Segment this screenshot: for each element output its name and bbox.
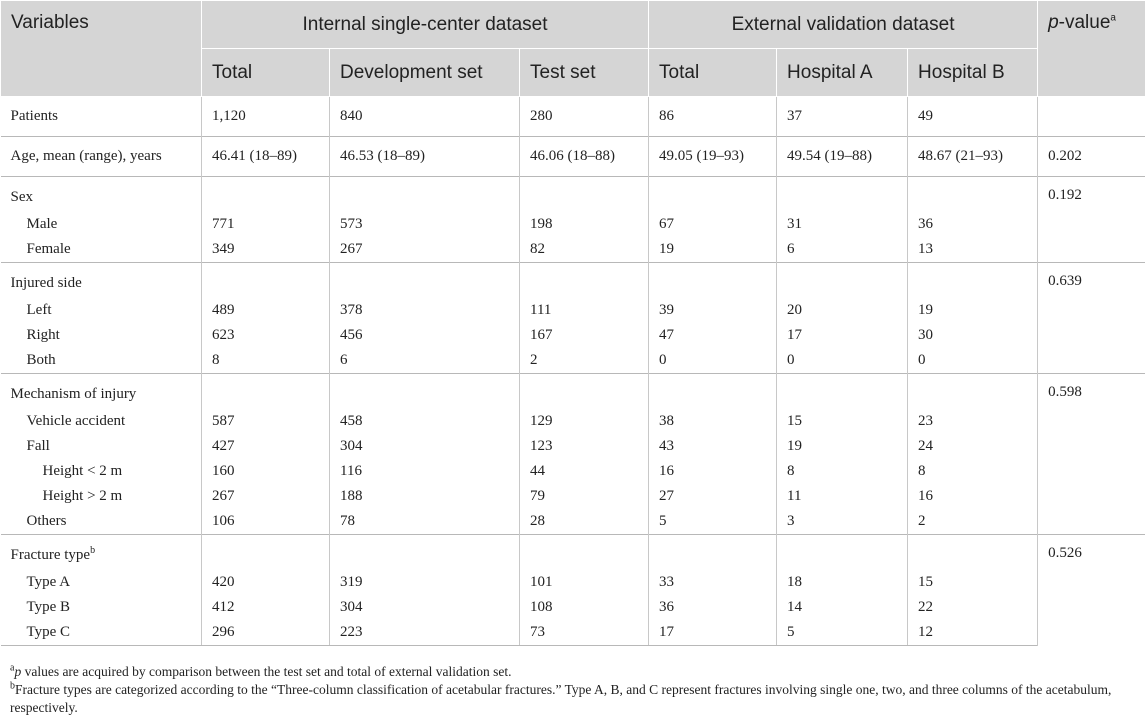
header-internal-dataset: Internal single-center dataset — [202, 1, 649, 49]
row-male: Male 771 573 198 67 31 36 — [1, 212, 1145, 237]
row-fall: Fall 427 304 123 43 19 24 — [1, 434, 1145, 459]
row-left: Left 489 378 111 39 20 19 — [1, 298, 1145, 323]
header-internal-total: Total — [202, 49, 330, 97]
header-external-total: Total — [649, 49, 777, 97]
row-type-a: Type A 420 319 101 33 18 15 — [1, 570, 1145, 595]
p-value-side: 0.639 — [1038, 263, 1145, 374]
row-female: Female 349 267 82 19 6 13 — [1, 237, 1145, 263]
header-p-value: p-value$^a$ — [1038, 1, 1145, 97]
header-test-set: Test set — [520, 49, 649, 97]
footnote-b: $^b$Fracture types are categorized according to the “Three-column classification of acetabular fractures.” Type A, B, and C represent fractures involving single one, two, and three columns of the acetabulum, respectively. — [10, 680, 1112, 715]
table-footnotes — [10, 663, 1135, 717]
row-age: Age, mean (range), years 46.41 (18–89) 46.53 (18–89) 46.06 (18–88) 49.05 (19–93) 49.54 (19–88) 48.67 (21–93) 0.202 — [1, 137, 1145, 177]
header-variables: Variables — [1, 1, 202, 97]
header-development-set: Development set — [330, 49, 520, 97]
row-vehicle-accident: Vehicle accident 587 458 129 38 15 23 — [1, 409, 1145, 434]
row-height-lt-2m: Height < 2 m 160 116 44 16 8 8 — [1, 459, 1145, 484]
row-sex: Sex 0.192 — [1, 177, 1145, 213]
header-external-dataset: External validation dataset — [649, 1, 1038, 49]
p-value-age: 0.202 — [1038, 137, 1145, 177]
row-type-b: Type B 412 304 108 36 14 22 — [1, 595, 1145, 620]
row-right: Right 623 456 167 47 17 30 — [1, 323, 1145, 348]
footnote-a: $^a$p values are acquired by comparison between the test set and total of external validation set. — [10, 662, 512, 679]
row-fracture-type: Fracture type$^b$ 0.526 — [1, 535, 1145, 571]
row-others: Others 106 78 28 5 3 2 — [1, 509, 1145, 535]
header-hospital-b: Hospital B — [908, 49, 1038, 97]
row-type-c: Type C 296 223 73 17 5 12 — [1, 620, 1145, 646]
p-value-sex: 0.192 — [1038, 177, 1145, 263]
header-hospital-a: Hospital A — [777, 49, 908, 97]
row-patients: Patients 1,120 840 280 86 37 49 — [1, 97, 1145, 137]
p-value-mechanism: 0.598 — [1038, 374, 1145, 535]
row-injured-side: Injured side 0.639 — [1, 263, 1145, 299]
row-both: Both 8 6 2 0 0 0 — [1, 348, 1145, 374]
row-mechanism: Mechanism of injury 0.598 — [1, 374, 1145, 410]
p-value-fracture: 0.526 — [1038, 535, 1145, 646]
row-height-gt-2m: Height > 2 m 267 188 79 27 11 16 — [1, 484, 1145, 509]
